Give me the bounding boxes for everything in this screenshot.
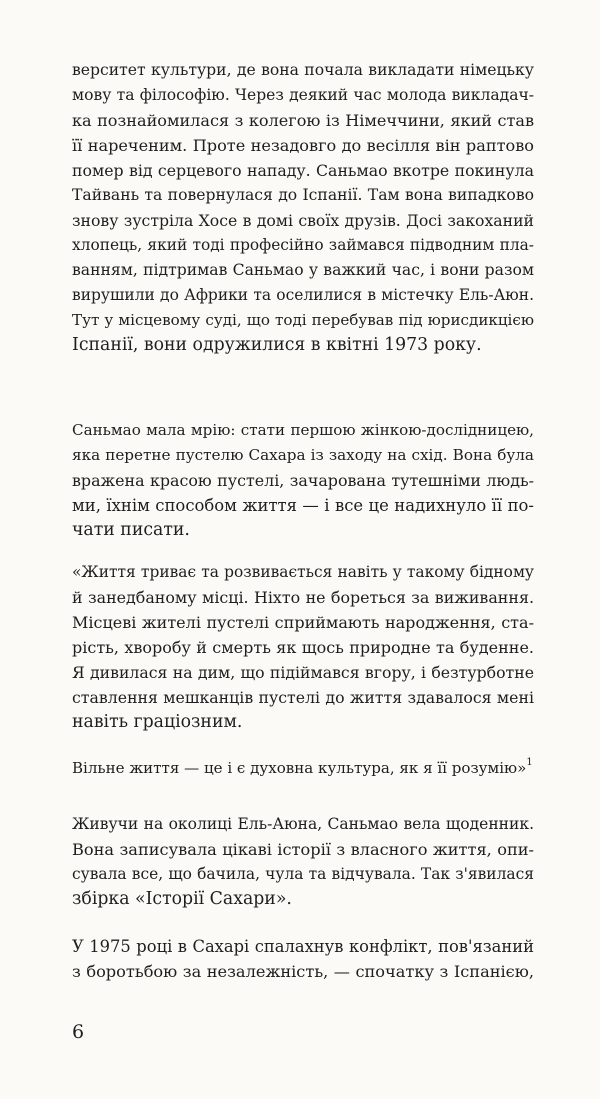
quote-ending <box>72 756 534 781</box>
text-line: чати писати. <box>72 520 190 540</box>
paragraph-5 <box>72 812 534 912</box>
text-line: Місцеві жителі пустелі сприймають народження, ста- <box>72 613 534 632</box>
paragraph-2 <box>72 418 534 543</box>
text-line: з боротьбою за незалежність, — спочатку з Іспанією, <box>72 962 534 981</box>
text-line: помер від серцевого нападу. Саньмао вкотре покинула <box>72 161 534 180</box>
text-line: Іспанії, вони одружилися в квітні 1973 року. <box>72 335 482 355</box>
text-line: ка познайомилася з колегою із Німеччини, який став <box>72 111 534 130</box>
text-line: Саньмао мала мрію: стати першою жінкою-дослідницею, <box>72 421 534 439</box>
text-line: Тайвань та повернулася до Іспанії. Там вона випадково <box>72 186 534 204</box>
text-line: яка перетне пустелю Сахара із заходу на схід. Вона була <box>72 446 534 464</box>
text-line: Живучи на околиці Ель-Аюна, Саньмао вела щоденник. <box>72 815 534 833</box>
text-line: її нареченим. Проте незадовго до весілля він раптово <box>72 136 534 155</box>
text-line: збірка «Історії Сахари». <box>72 889 292 909</box>
text-line: Я дивилася на дим, що підіймався вгору, і безтурботне <box>72 663 534 682</box>
page-number: 6 <box>72 1021 85 1043</box>
text-line: й занедбаному місці. Ніхто не бореться за виживання. <box>72 588 534 607</box>
footnote-marker[interactable]: 1 <box>526 757 533 768</box>
text-line: ванням, підтримав Саньмао у важкий час, і вони разом <box>72 261 534 279</box>
text-line: Вона записувала цікаві історії з власного життя, опи- <box>72 840 534 859</box>
text-line: вражена красою пустелі, зачарована тутешніми людь- <box>72 471 534 490</box>
text-line <box>72 756 534 781</box>
text-line: Тут у місцевому суді, що тоді перебував під юрисдикцією <box>72 311 534 329</box>
quote-end-text: Вільне життя — це і є духовна культура, як я її розумію» <box>72 759 527 777</box>
text-line: сувала все, що бачила, чула та відчувала. Так з'явилася <box>72 865 534 883</box>
text-line: «Життя триває та розвивається навіть у такому бідному <box>72 563 534 581</box>
text-line: верситет культури, де вона почала викладати німецьку <box>72 61 534 79</box>
paragraph-6 <box>72 934 534 984</box>
text-line: вирушили до Африки та оселилися в містечку Ель-Аюн. <box>72 286 534 304</box>
text-line: навіть граціозним. <box>72 712 243 732</box>
paragraph-1 <box>72 58 534 358</box>
text-line: У 1975 році в Сахарі спалахнув конфлікт, пов'язаний <box>72 937 534 956</box>
text-line: знову зустріла Хосе в домі своїх друзів. Досі закоханий <box>72 211 534 230</box>
text-line: мову та філософію. Через деякий час молода викладач- <box>72 86 534 104</box>
text-line: хлопець, який тоді професійно займався підводним пла- <box>72 236 534 254</box>
text-line: ми, їхнім способом життя — і все це надихнуло її по- <box>72 496 534 515</box>
text-line: ставлення мешканців пустелі до життя здавалося мені <box>72 688 534 707</box>
quote-paragraph <box>72 560 534 735</box>
text-line: рість, хворобу й смерть як щось природне та буденне. <box>72 638 534 657</box>
